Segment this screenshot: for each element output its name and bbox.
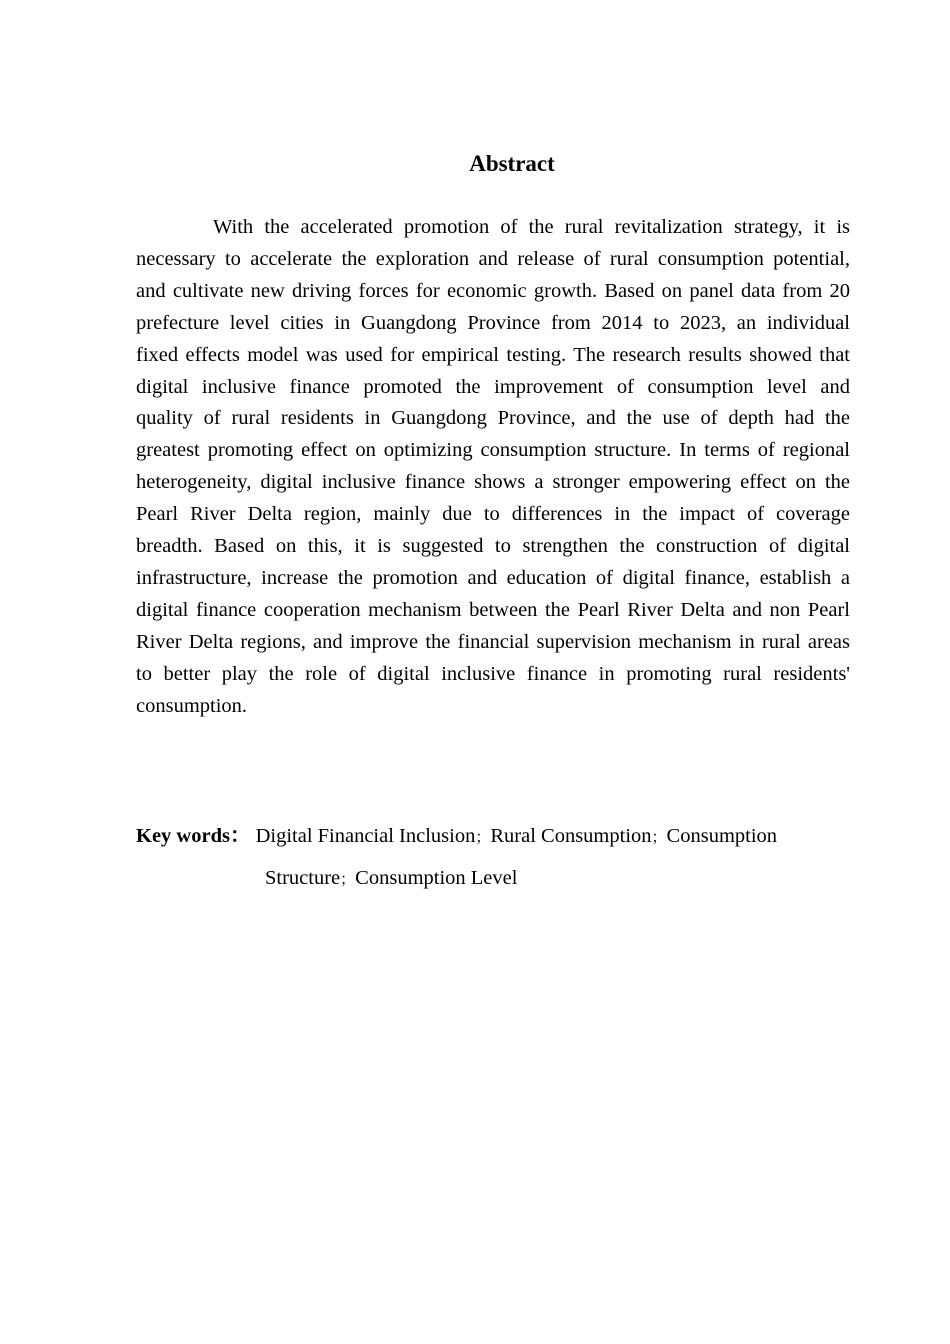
keyword-item: Consumption [666,825,778,847]
keyword-separator: ； [475,830,491,846]
keyword-item: Consumption Level [355,867,518,889]
keyword-item: Rural Consumption [490,825,652,847]
keyword-separator: ； [651,830,667,846]
abstract-title: Abstract [469,151,555,176]
keywords-section [136,816,850,900]
keyword-item: Structure [265,867,341,889]
keyword-separator: ； [340,872,356,888]
keywords-line-2 [136,858,850,900]
keywords-label: Key words： [136,825,251,847]
keyword-item: Digital Financial Inclusion [255,825,476,847]
abstract-body: With the accelerated promotion of the rural revitalization strategy, it is necessary to accelerate the exploration and release of rural consumption potential, and cultivate new driving forces for economic growth. Based on panel data from 20 prefecture level cities in Guangdong Province from 2014 to 2023, an individual fixed effects model was used for empirical testing. The research results showed that digital inclusive finance promoted the improvement of consumption level and quality of rural residents in Guangdong Province, and the use of depth had the greatest promoting effect on optimizing consumption structure. In terms of regional heterogeneity, digital inclusive finance shows a stronger empowering effect on the Pearl River Delta region, mainly due to differences in the impact of coverage breadth. Based on this, it is suggested to strengthen the construction of digital infrastructure, increase the promotion and education of digital finance, establish a digital finance cooperation mechanism between the Pearl River Delta and non Pearl River Delta regions, and improve the financial supervision mechanism in rural areas to better play the role of digital inclusive finance in promoting rural residents' consumption. [136,216,850,717]
